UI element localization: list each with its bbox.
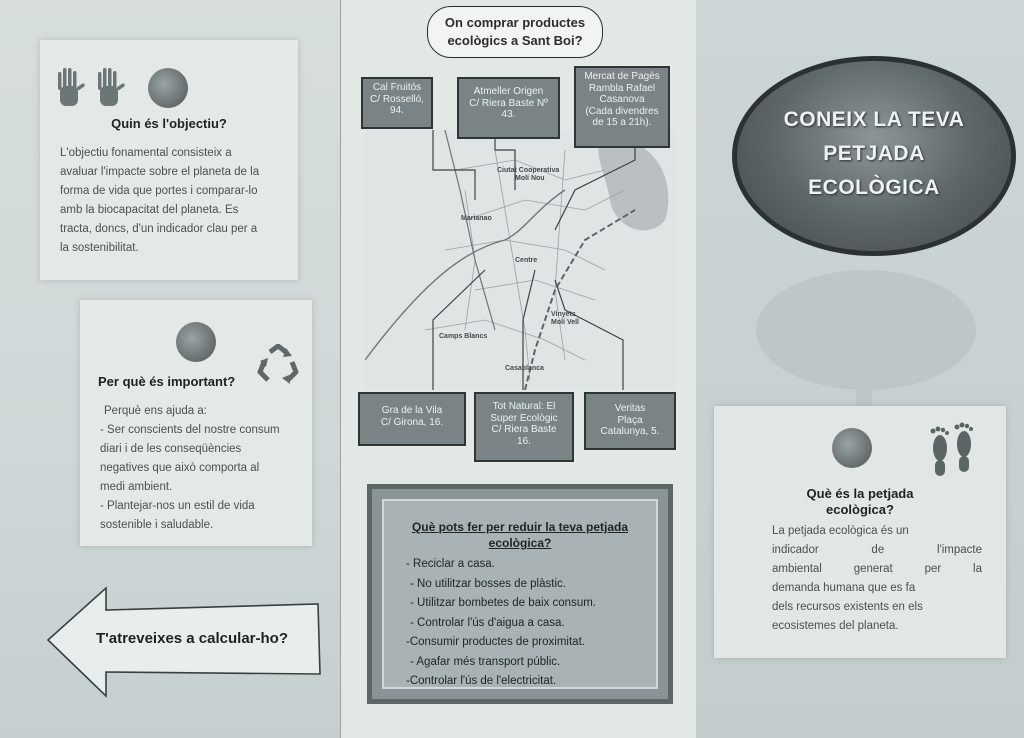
objective-text: L'objectiu fonamental consisteix a avaluar l'impacte sobre el planeta de la forma de vida que portes i comparar-lo amb la biocapacitat del planeta. Es tracta, doncs, d'un indicador clau per a la sostenibilitat. [60,147,260,254]
disc-icon [176,322,216,362]
map-label-centre: Centre [515,257,538,264]
what-is-title: Què és la petjada ecològica? [806,486,914,517]
hands-icon [52,66,132,112]
cover-badge [732,56,1016,256]
disc-icon [148,68,188,108]
list-item: -Controlar l'ús de l'electricitat. [406,675,557,687]
map-label-marianao: Marianao [461,215,492,222]
objective-title: Quin és l'objectiu? [111,116,227,131]
map-label-moli-vell: Molí Vell [551,319,580,326]
cover-title: CONEIX LA TEVA PETJADA ECOLÒGICA [783,108,965,199]
right-panel [696,0,1024,738]
importance-text: Perquè ens ajuda a: - Ser conscients del nostre consum diari i de les conseqüències negatives que això comporta al medi ambient. - Plantejar-nos un estil de vida sostenible i saludable. [100,405,280,531]
map-label-camps-blancs: Camps Blancs [439,333,488,340]
importance-title: Per què és important? [98,374,236,389]
list-item: - Agafar més transport públic. [410,655,561,668]
objective-card [40,40,298,280]
left-panel [0,0,340,738]
disc-icon [832,428,872,468]
list-item: - Reciclar a casa. [406,558,495,570]
shops-heading: On comprar productes ecològics a Sant Boi? [427,6,603,58]
shop-atmeller-origen: Atmeller Origen C/ Riera Baste Nº 43. [457,77,560,139]
list-item: - No utilitzar bosses de plàstic. [410,577,566,590]
calculate-prompt: T'atreveixes a calcular-ho? [96,630,288,647]
shop-gra-de-la-vila: Gra de la Vila C/ Girona, 16. [358,392,466,446]
shop-veritas: Veritas Plaça Catalunya, 5. [584,392,676,450]
map [365,130,675,390]
recycle-icon [256,344,300,386]
reduce-footprint-box [367,484,673,704]
map-label-ciutat-cooperativa: Ciutat Cooperativa [497,167,560,174]
list-item: - Controlar l'ús d'aigua a casa. [410,616,565,629]
footprints-icon [922,422,982,484]
map-label-vinyets: Vinyets [551,311,576,318]
shop-cal-fruitos: Cal Fruitós C/ Rosselló, 94. [361,77,433,129]
map-label-casablanca: Casablanca [505,365,544,372]
reduce-footprint-list [406,555,656,692]
reduce-footprint-title: Què pots fer per reduir la teva petjada ecològica? [411,520,629,550]
list-item: - Utilitzar bombetes de baix consum. [410,597,596,609]
what-is-text: La petjada ecològica és un indicador de l'impacte ambiental generat per la demanda humana que es fa dels recursos existents en els ecosistemes del planeta. [772,525,982,632]
list-item: -Consumir productes de proximitat. [406,636,585,648]
importance-card [80,300,312,546]
shop-tot-natural: Tot Natural: El Super Ecològic C/ Riera Baste 16. [474,392,574,462]
map-label-moli-nou: Molí Nou [515,175,545,182]
what-is-card [714,406,1006,658]
shop-mercat-de-pages: Mercat de Pagès Rambla Rafael Casanova (Cada divendres de 15 a 21h). [574,66,670,148]
